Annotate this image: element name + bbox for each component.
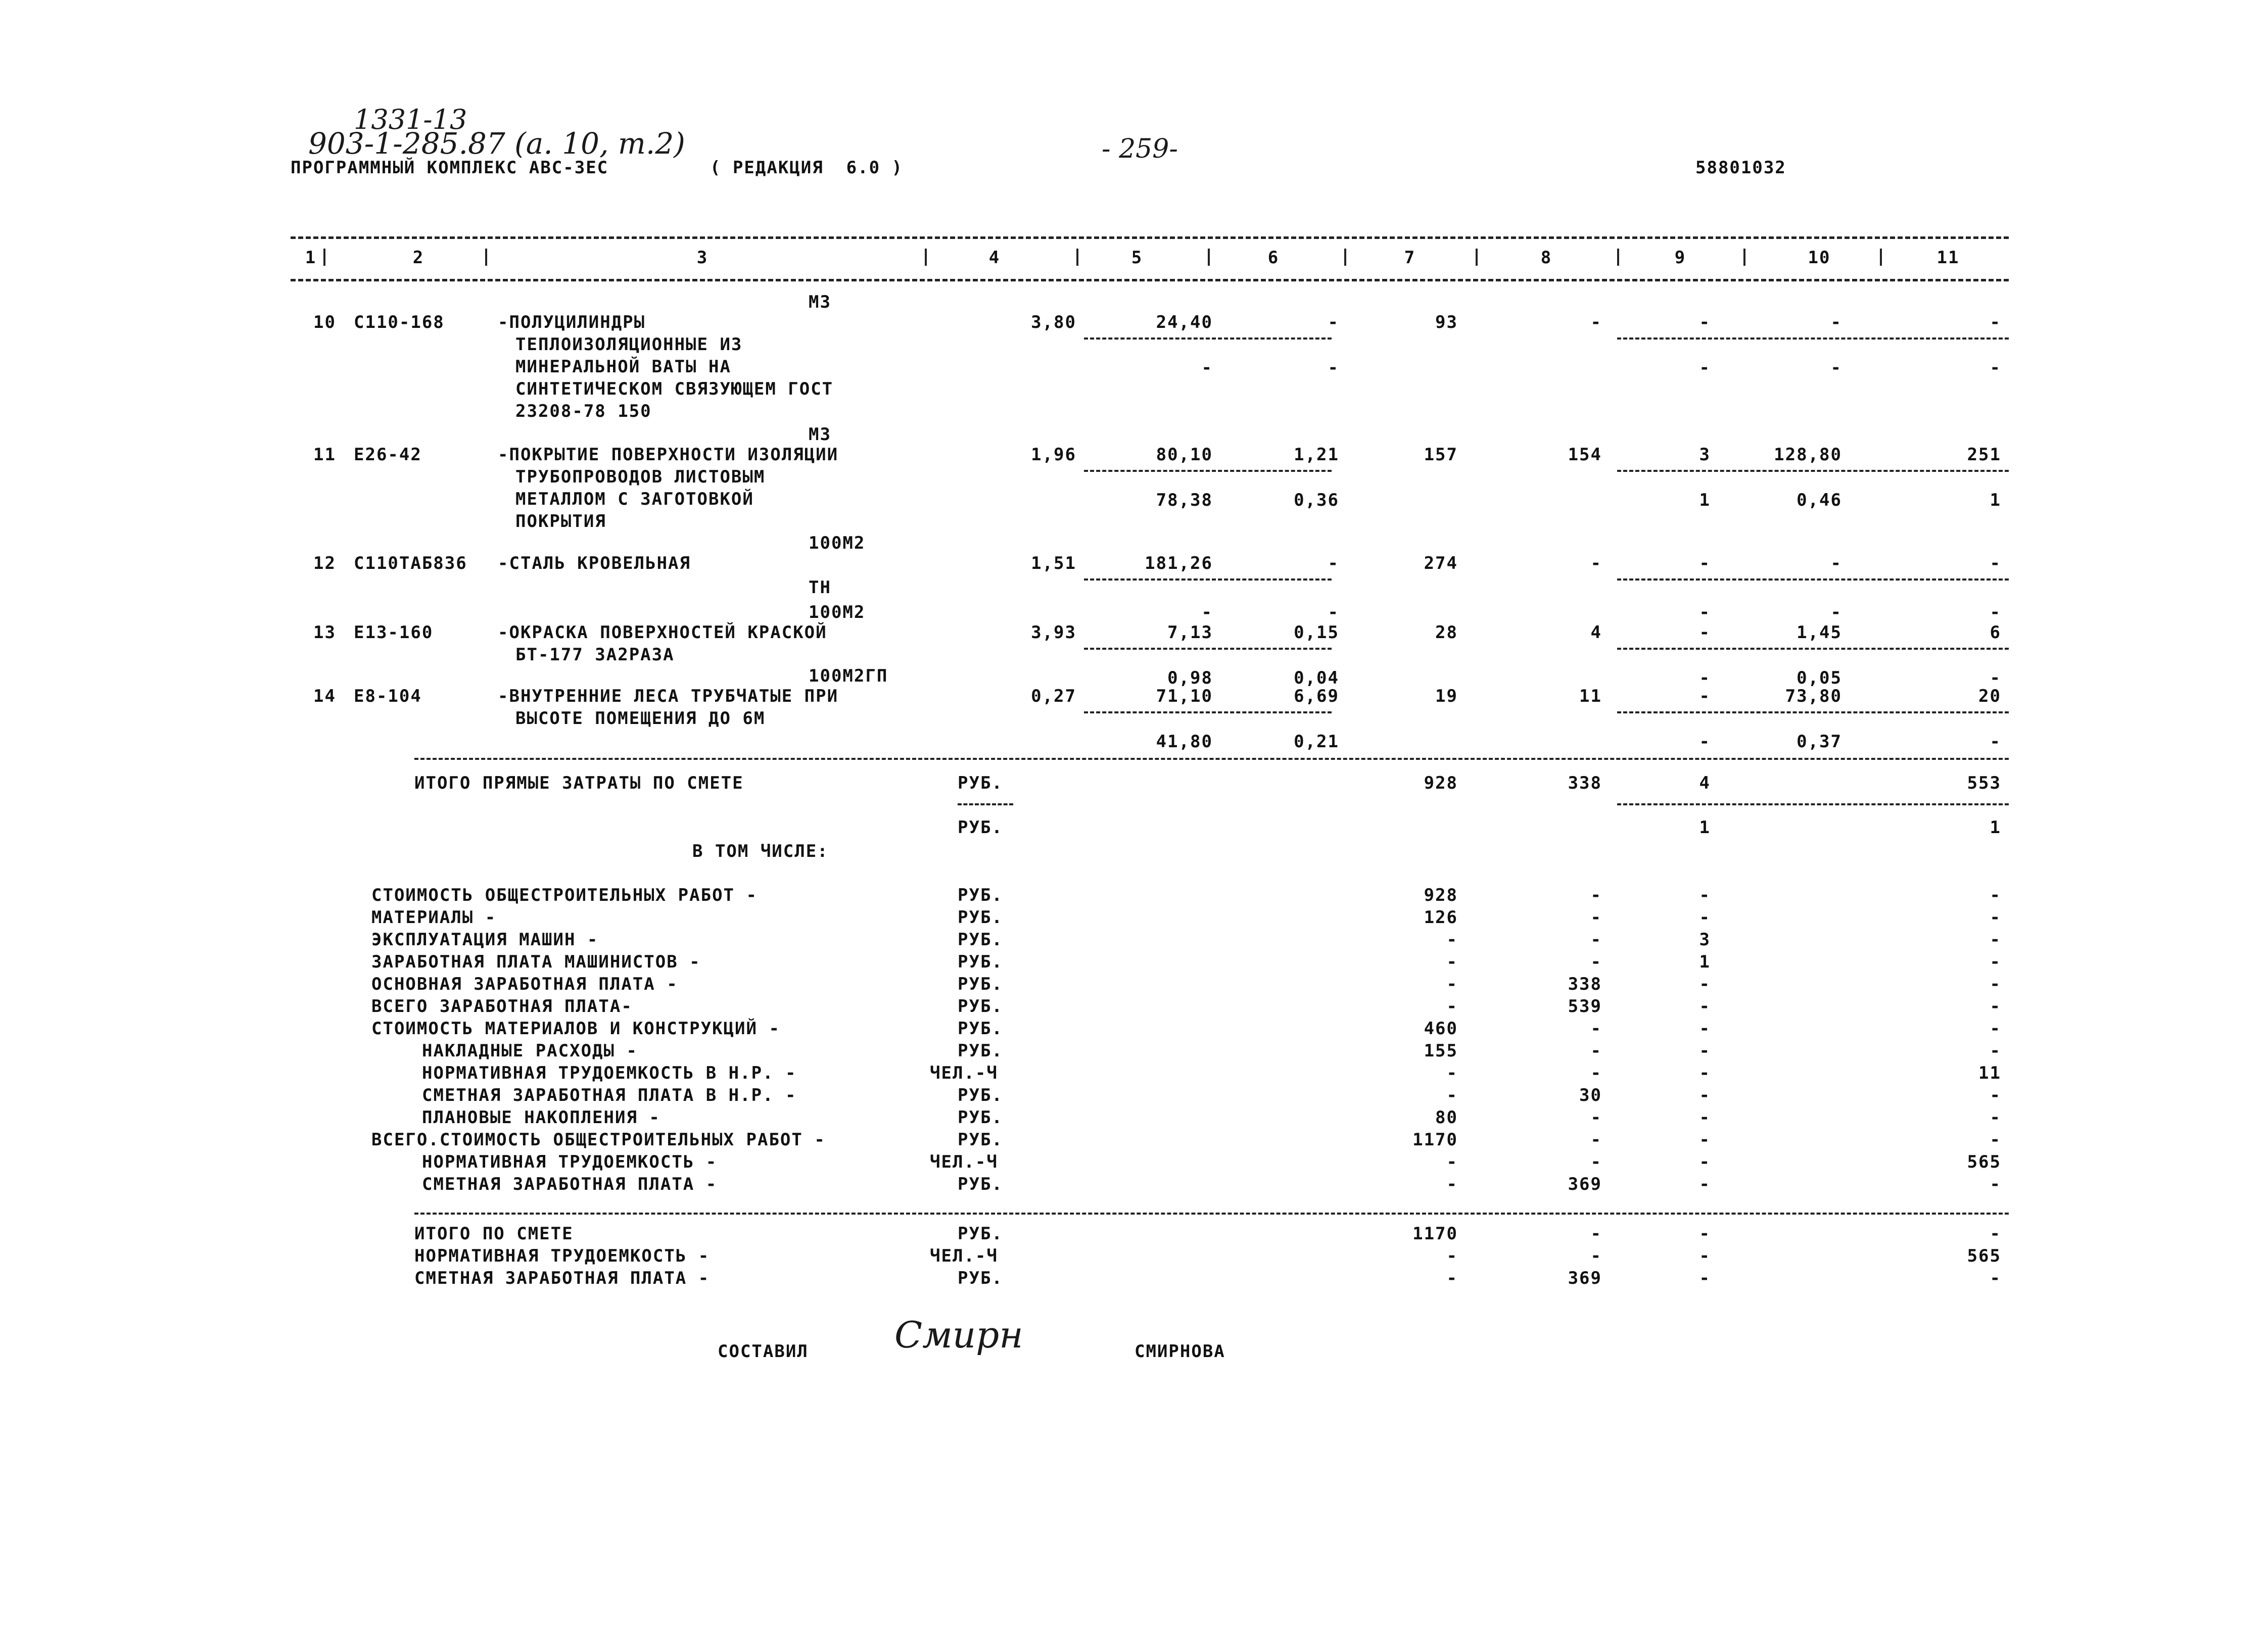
cell-col11: - <box>1990 312 2001 332</box>
direct-total-col7: 928 <box>1424 773 1458 793</box>
breakdown-col9: - <box>1699 907 1711 928</box>
column-divider <box>1208 249 1210 266</box>
cell-col11: 20 <box>1978 686 2001 706</box>
breakdown-col9: - <box>1699 1152 1711 1172</box>
summary-unit: РУБ. <box>958 1268 1003 1288</box>
breakdown-col9: - <box>1699 996 1711 1017</box>
breakdown-col9: - <box>1699 885 1711 905</box>
cell-col7: 93 <box>1435 312 1458 332</box>
summary-col7: 1170 <box>1412 1224 1458 1244</box>
breakdown-label: СТОИМОСТЬ МАТЕРИАЛОВ И КОНСТРУКЦИЙ - <box>371 1019 780 1039</box>
breakdown-col8: - <box>1590 1019 1602 1039</box>
cell-col9-sub: 1 <box>1699 490 1711 510</box>
breakdown-col9: - <box>1699 1085 1711 1105</box>
row-description-line: ТЕПЛОИЗОЛЯЦИОННЫЕ ИЗ <box>515 334 743 355</box>
breakdown-col11: - <box>1990 885 2001 905</box>
breakdown-col9: - <box>1699 1019 1711 1039</box>
breakdown-col9: - <box>1699 974 1711 994</box>
summary-col7: - <box>1446 1246 1458 1266</box>
direct-total-col8: 338 <box>1568 773 1602 793</box>
subrow-rule <box>1084 470 1332 472</box>
breakdown-col11: - <box>1990 1107 2001 1128</box>
direct-total-col11-sub: 1 <box>1990 817 2001 838</box>
cell-col6-sub: 0,36 <box>1294 490 1339 510</box>
cell-col5-sub: - <box>1201 358 1213 378</box>
column-divider <box>1880 249 1882 266</box>
cell-col5: 181,26 <box>1145 553 1213 573</box>
direct-total-col9: 4 <box>1699 773 1711 793</box>
breakdown-col8: - <box>1590 930 1602 950</box>
row-description-line: -ВНУТРЕННИЕ ЛЕСА ТРУБЧАТЫЕ ПРИ <box>498 686 839 706</box>
breakdown-unit: РУБ. <box>958 1174 1003 1194</box>
subrow-rule <box>1617 337 2009 340</box>
column-header-1: 1 <box>305 248 317 268</box>
handwritten-sheet-number: 1331-13 <box>354 104 467 135</box>
row-description-line: ВЫСОТЕ ПОМЕЩЕНИЯ ДО 6М <box>515 708 766 729</box>
section-rule <box>414 758 2009 760</box>
breakdown-col7: 460 <box>1424 1019 1458 1039</box>
breakdown-col7: - <box>1446 996 1458 1017</box>
column-divider <box>1076 249 1078 266</box>
cell-col9-top: - <box>1699 602 1711 622</box>
row-unit: 100М2 <box>809 602 866 622</box>
row-number: 12 <box>313 553 336 573</box>
row-unit: М3 <box>809 292 831 312</box>
breakdown-col11: - <box>1990 1174 2001 1194</box>
breakdown-label: ВСЕГО ЗАРАБОТНАЯ ПЛАТА- <box>371 996 633 1017</box>
header-bottom-rule <box>291 279 2009 281</box>
summary-label: НОРМАТИВНАЯ ТРУДОЕМКОСТЬ - <box>414 1246 710 1266</box>
breakdown-col7: - <box>1446 974 1458 994</box>
cell-col4: 0,27 <box>1031 686 1076 706</box>
direct-total-unit: РУБ. <box>958 773 1003 793</box>
direct-total-col11: 553 <box>1967 773 2001 793</box>
row-code: С110-168 <box>354 312 445 332</box>
breakdown-col7: 155 <box>1424 1041 1458 1061</box>
breakdown-unit: РУБ. <box>958 1041 1003 1061</box>
breakdown-col7: - <box>1446 1152 1458 1172</box>
cell-col7: 19 <box>1435 686 1458 706</box>
summary-col11: - <box>1990 1224 2001 1244</box>
breakdown-col11: - <box>1990 930 2001 950</box>
breakdown-label: ПЛАНОВЫЕ НАКОПЛЕНИЯ - <box>422 1107 660 1128</box>
breakdown-col11: - <box>1990 1130 2001 1150</box>
breakdown-col11: - <box>1990 996 2001 1017</box>
column-header-5: 5 <box>1131 248 1143 268</box>
row-description-line: -ПОЛУЦИЛИНДРЫ <box>498 312 646 332</box>
breakdown-unit: РУБ. <box>958 1107 1003 1128</box>
breakdown-col9: - <box>1699 1174 1711 1194</box>
cell-col10: - <box>1830 312 1842 332</box>
cell-col11-top: - <box>1990 602 2001 622</box>
breakdown-col7: - <box>1446 1063 1458 1083</box>
cell-col8: - <box>1590 312 1602 332</box>
summary-col8: 369 <box>1568 1268 1602 1288</box>
breakdown-col8: - <box>1590 1107 1602 1128</box>
breakdown-label: ЗАРАБОТНАЯ ПЛАТА МАШИНИСТОВ - <box>371 952 701 972</box>
cell-col11-sub: - <box>1990 358 2001 378</box>
column-header-3: 3 <box>696 248 708 268</box>
breakdown-col8: - <box>1590 952 1602 972</box>
summary-col8: - <box>1590 1246 1602 1266</box>
summary-unit: ЧЕЛ.-Ч <box>930 1246 998 1266</box>
breakdown-col7: 1170 <box>1412 1130 1458 1150</box>
breakdown-col11: - <box>1990 952 2001 972</box>
cell-col6: 6,69 <box>1294 686 1339 706</box>
subrow-rule <box>1084 711 1332 713</box>
subrow-rule <box>1617 803 2009 805</box>
cell-col9-sub: - <box>1699 732 1711 752</box>
summary-col9: - <box>1699 1224 1711 1244</box>
subrow-rule <box>1617 648 2009 650</box>
section-rule <box>414 1213 2009 1215</box>
column-header-11: 11 <box>1936 248 1960 268</box>
cell-col11: 251 <box>1967 445 2001 465</box>
breakdown-label: СМЕТНАЯ ЗАРАБОТНАЯ ПЛАТА - <box>422 1174 718 1194</box>
subrow-rule <box>1617 470 2009 472</box>
breakdown-col8: 539 <box>1568 996 1602 1017</box>
cell-col9: - <box>1699 312 1711 332</box>
row-unit: 100М2 <box>809 533 866 553</box>
summary-col11: 565 <box>1967 1246 2001 1266</box>
breakdown-col9: - <box>1699 1063 1711 1083</box>
breakdown-unit: РУБ. <box>958 1130 1003 1150</box>
cell-col7: 28 <box>1435 622 1458 643</box>
cell-col5: 7,13 <box>1167 622 1213 643</box>
subrow-rule <box>1084 337 1332 340</box>
summary-label: СМЕТНАЯ ЗАРАБОТНАЯ ПЛАТА - <box>414 1268 710 1288</box>
row-description-line: ПОКРЫТИЯ <box>515 511 606 532</box>
breakdown-col8: - <box>1590 1130 1602 1150</box>
handwritten-project-reference: 903-1-285.87 (а. 10, т.2) <box>308 126 685 161</box>
summary-col7: - <box>1446 1268 1458 1288</box>
row-number: 13 <box>313 622 336 643</box>
breakdown-unit: РУБ. <box>958 885 1003 905</box>
breakdown-label: МАТЕРИАЛЫ - <box>371 907 497 928</box>
cell-col4: 1,51 <box>1031 553 1076 573</box>
breakdown-label: СТОИМОСТЬ ОБЩЕСТРОИТЕЛЬНЫХ РАБОТ - <box>371 885 758 905</box>
breakdown-col11: - <box>1990 1041 2001 1061</box>
breakdown-col11: - <box>1990 907 2001 928</box>
cell-col5-sub: 41,80 <box>1156 732 1213 752</box>
breakdown-col8: - <box>1590 907 1602 928</box>
breakdown-label: ЭКСПЛУАТАЦИЯ МАШИН - <box>371 930 599 950</box>
breakdown-col9: - <box>1699 1130 1711 1150</box>
breakdown-col11: 11 <box>1978 1063 2001 1083</box>
breakdown-unit: РУБ. <box>958 930 1003 950</box>
cell-col11-sub: - <box>1990 732 2001 752</box>
cell-col8: 11 <box>1579 686 1602 706</box>
signature: Смирн <box>894 1314 1023 1356</box>
cell-col10-sub: 0,05 <box>1797 668 1842 688</box>
column-header-8: 8 <box>1540 248 1552 268</box>
row-description-line: МИНЕРАЛЬНОЙ ВАТЫ НА <box>515 357 731 377</box>
breakdown-unit: РУБ. <box>958 1019 1003 1039</box>
row-description-line: СИНТЕТИЧЕСКОМ СВЯЗУЮЩЕМ ГОСТ <box>515 379 834 399</box>
row-unit-secondary: ТН <box>809 577 831 598</box>
cell-col6: 0,15 <box>1294 622 1339 643</box>
cell-col11-sub: - <box>1990 668 2001 688</box>
cell-col10-sub: 0,37 <box>1797 732 1842 752</box>
program-title: ПРОГРАММНЫЙ КОМПЛЕКС АВС-3ЕС <box>291 158 609 178</box>
column-header-6: 6 <box>1267 248 1280 268</box>
cell-col10: - <box>1830 553 1842 573</box>
column-divider <box>323 249 325 266</box>
breakdown-col8: - <box>1590 1063 1602 1083</box>
cell-col11: - <box>1990 553 2001 573</box>
column-divider <box>1743 249 1745 266</box>
row-number: 11 <box>313 445 336 465</box>
breakdown-col7: - <box>1446 1174 1458 1194</box>
breakdown-unit: РУБ. <box>958 974 1003 994</box>
cell-col7: 157 <box>1424 445 1458 465</box>
cell-col5-sub: 0,98 <box>1167 668 1213 688</box>
cell-col4: 3,93 <box>1031 622 1076 643</box>
column-divider <box>925 249 927 266</box>
breakdown-col9: - <box>1699 1107 1711 1128</box>
subrow-rule <box>1084 648 1332 650</box>
breakdown-col7: 928 <box>1424 885 1458 905</box>
direct-total-label: ИТОГО ПРЯМЫЕ ЗАТРАТЫ ПО СМЕТЕ <box>414 773 744 793</box>
breakdown-unit: ЧЕЛ.-Ч <box>930 1152 998 1172</box>
row-code: Е8-104 <box>354 686 422 706</box>
breakdown-col7: - <box>1446 1085 1458 1105</box>
cell-col9: - <box>1699 622 1711 643</box>
column-divider <box>1344 249 1346 266</box>
row-description-line: -ПОКРЫТИЕ ПОВЕРХНОСТИ ИЗОЛЯЦИИ <box>498 445 839 465</box>
subrow-rule <box>1617 711 2009 713</box>
direct-total-col9-sub: 1 <box>1699 817 1711 838</box>
column-header-2: 2 <box>412 248 424 268</box>
breakdown-col7: - <box>1446 930 1458 950</box>
column-header-9: 9 <box>1674 248 1686 268</box>
breakdown-col11: - <box>1990 1019 2001 1039</box>
row-code: Е26-42 <box>354 445 422 465</box>
breakdown-unit: РУБ. <box>958 996 1003 1017</box>
breakdown-col7: - <box>1446 952 1458 972</box>
summary-col9: - <box>1699 1268 1711 1288</box>
including-label: В ТОМ ЧИСЛЕ: <box>692 841 829 861</box>
cell-col5: 24,40 <box>1156 312 1213 332</box>
cell-col10-sub: - <box>1830 358 1842 378</box>
row-description-line: 23208-78 150 <box>515 401 652 421</box>
breakdown-label: НАКЛАДНЫЕ РАСХОДЫ - <box>422 1041 638 1061</box>
row-description-line: -СТАЛЬ КРОВЕЛЬНАЯ <box>498 553 691 573</box>
column-divider <box>485 249 487 266</box>
row-description-line: -ОКРАСКА ПОВЕРХНОСТЕЙ КРАСКОЙ <box>498 622 827 643</box>
cell-col8: 154 <box>1568 445 1602 465</box>
breakdown-label: НОРМАТИВНАЯ ТРУДОЕМКОСТЬ - <box>422 1152 718 1172</box>
breakdown-col11: - <box>1990 974 2001 994</box>
row-unit: М3 <box>809 424 831 445</box>
cell-col11: 6 <box>1990 622 2001 643</box>
summary-col8: - <box>1590 1224 1602 1244</box>
summary-col9: - <box>1699 1246 1711 1266</box>
cell-col6-top: - <box>1328 602 1339 622</box>
subrow-rule <box>1084 578 1332 581</box>
cell-col11-sub: 1 <box>1990 490 2001 510</box>
column-divider <box>1617 249 1619 266</box>
cell-col6: - <box>1328 553 1339 573</box>
row-code: Е13-160 <box>354 622 434 643</box>
breakdown-col8: 30 <box>1579 1085 1602 1105</box>
cell-col5-top: - <box>1201 602 1213 622</box>
breakdown-col11: 565 <box>1967 1152 2001 1172</box>
subrow-rule <box>958 803 1013 805</box>
breakdown-col7: 126 <box>1424 907 1458 928</box>
breakdown-col8: 369 <box>1568 1174 1602 1194</box>
column-header-10: 10 <box>1808 248 1831 268</box>
breakdown-col8: - <box>1590 885 1602 905</box>
cell-col9-sub: - <box>1699 358 1711 378</box>
row-number: 10 <box>313 312 336 332</box>
cell-col9: - <box>1699 686 1711 706</box>
cell-col6-sub: 0,21 <box>1294 732 1339 752</box>
breakdown-label: ВСЕГО.СТОИМОСТЬ ОБЩЕСТРОИТЕЛЬНЫХ РАБОТ - <box>371 1130 826 1150</box>
breakdown-col8: - <box>1590 1152 1602 1172</box>
cell-col9: - <box>1699 553 1711 573</box>
cell-col10-top: - <box>1830 602 1842 622</box>
breakdown-col9: 3 <box>1699 930 1711 950</box>
summary-label: ИТОГО ПО СМЕТЕ <box>414 1224 574 1244</box>
cell-col6-sub: - <box>1328 358 1339 378</box>
breakdown-col8: - <box>1590 1041 1602 1061</box>
row-number: 14 <box>313 686 336 706</box>
row-description-line: МЕТАЛЛОМ С ЗАГОТОВКОЙ <box>515 489 754 509</box>
cell-col9-sub: - <box>1699 668 1711 688</box>
compiler-name: СМИРНОВА <box>1135 1341 1225 1362</box>
document-code: 58801032 <box>1695 158 1786 178</box>
row-code: С110ТАБ836 <box>354 553 467 573</box>
breakdown-unit: РУБ. <box>958 952 1003 972</box>
cell-col10: 73,80 <box>1785 686 1842 706</box>
cell-col6-sub: 0,04 <box>1294 668 1339 688</box>
cell-col6: - <box>1328 312 1339 332</box>
cell-col6: 1,21 <box>1294 445 1339 465</box>
breakdown-col11: - <box>1990 1085 2001 1105</box>
page-number: - 259- <box>1102 134 1178 164</box>
cell-col8: - <box>1590 553 1602 573</box>
cell-col10-sub: 0,46 <box>1797 490 1842 510</box>
direct-total-unit2: РУБ. <box>958 817 1003 838</box>
cell-col4: 1,96 <box>1031 445 1076 465</box>
breakdown-unit: РУБ. <box>958 907 1003 928</box>
column-header-4: 4 <box>988 248 1001 268</box>
cell-col4: 3,80 <box>1031 312 1076 332</box>
breakdown-label: СМЕТНАЯ ЗАРАБОТНАЯ ПЛАТА В Н.Р. - <box>422 1085 797 1105</box>
breakdown-col7: 80 <box>1435 1107 1458 1128</box>
row-description-line: БТ-177 ЗА2РАЗА <box>515 645 675 665</box>
compiled-by-label: СОСТАВИЛ <box>718 1341 809 1362</box>
edition-label: ( РЕДАКЦИЯ 6.0 ) <box>710 158 903 178</box>
cell-col10: 1,45 <box>1797 622 1842 643</box>
breakdown-col9: 1 <box>1699 952 1711 972</box>
breakdown-label: НОРМАТИВНАЯ ТРУДОЕМКОСТЬ В Н.Р. - <box>422 1063 797 1083</box>
summary-unit: РУБ. <box>958 1224 1003 1244</box>
cell-col9: 3 <box>1699 445 1711 465</box>
row-unit: 100М2ГП <box>809 666 888 686</box>
cell-col10: 128,80 <box>1774 445 1842 465</box>
row-description-line: ТРУБОПРОВОДОВ ЛИСТОВЫМ <box>515 467 766 487</box>
breakdown-col8: 338 <box>1568 974 1602 994</box>
column-divider <box>1476 249 1478 266</box>
cell-col5: 71,10 <box>1156 686 1213 706</box>
header-top-rule <box>291 236 2009 239</box>
breakdown-unit: РУБ. <box>958 1085 1003 1105</box>
breakdown-label: ОСНОВНАЯ ЗАРАБОТНАЯ ПЛАТА - <box>371 974 678 994</box>
cell-col5-sub: 78,38 <box>1156 490 1213 510</box>
summary-col11: - <box>1990 1268 2001 1288</box>
subrow-rule <box>1617 578 2009 581</box>
column-header-7: 7 <box>1404 248 1416 268</box>
cell-col7: 274 <box>1424 553 1458 573</box>
cell-col8: 4 <box>1590 622 1602 643</box>
breakdown-col9: - <box>1699 1041 1711 1061</box>
breakdown-unit: ЧЕЛ.-Ч <box>930 1063 998 1083</box>
cell-col5: 80,10 <box>1156 445 1213 465</box>
